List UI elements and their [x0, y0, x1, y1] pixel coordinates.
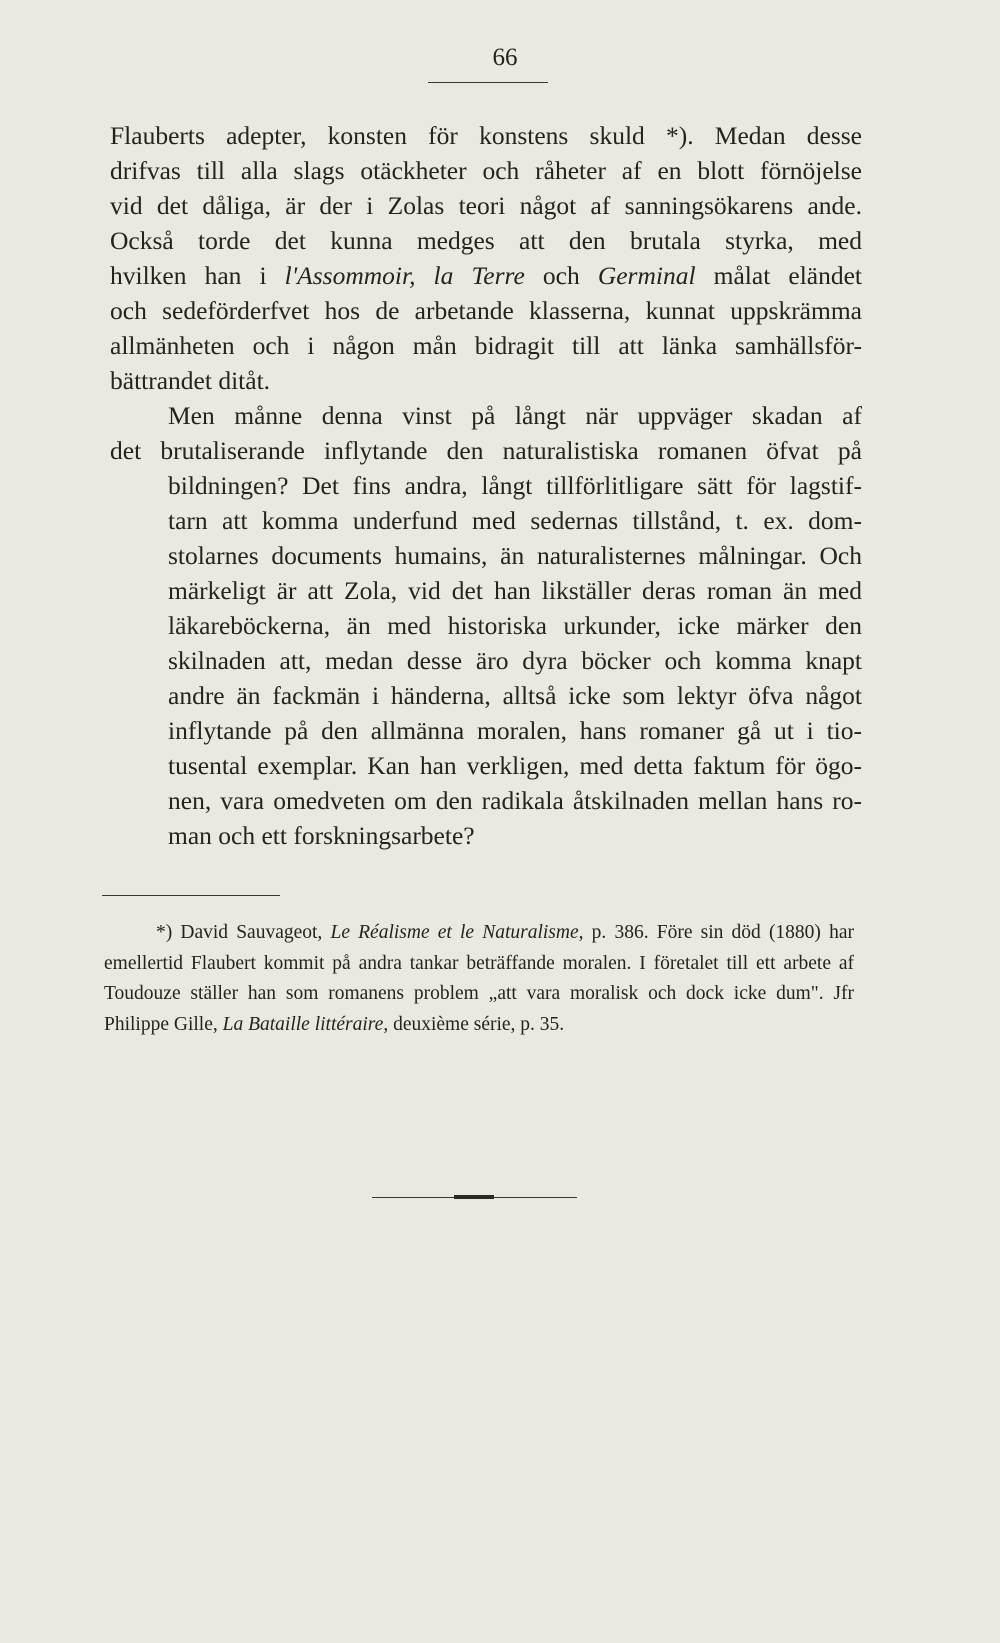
text-line: allmänheten och i någon mån bidragit till att länka samhällsför- [110, 331, 862, 360]
text-segment: målat eländet [695, 261, 862, 290]
end-ornament-rule [372, 1195, 577, 1201]
text-line: vid det dåliga, är der i Zolas teori något af sanningsökarens ande. [110, 191, 862, 220]
paragraph-2 [110, 398, 862, 853]
footnote [104, 918, 854, 1040]
work-title: l'Assommoir, la Terre [284, 261, 525, 290]
text-line: skilnaden att, medan desse äro dyra böcker och komma knapt [168, 646, 862, 675]
text-line: nen, vara omedveten om den radikala åtskilnaden mellan hans ro- [168, 786, 862, 815]
footnote-segment: , p. 386. Före sin död (1880) har emellertid Flaubert kommit på andra tankar beträffande moralen. I företalet till ett arbete af Toudouze ställer han som romanens problem „att vara moralisk och dock icke dum". Jfr Philippe Gille, [104, 922, 854, 1035]
text-line: Men månne denna vinst på långt när uppväger skadan af [168, 401, 862, 430]
footnote-marker: *) David Sauvageot, [156, 922, 331, 943]
paragraph-1 [110, 118, 862, 398]
cited-title: La Bataille littéraire [222, 1013, 384, 1035]
header-rule [428, 82, 548, 83]
text-line: drifvas till alla slags otäckheter och råheter af en blott förnöjelse [110, 156, 862, 185]
cited-title: Le Réalisme et le Naturalisme [330, 922, 579, 943]
text-line: och sedeförderfvet hos de arbetande klasserna, kunnat uppskrämma [110, 296, 862, 325]
text-line: Flauberts adepter, konsten för konstens skuld *). Medan desse [110, 121, 862, 150]
text-segment: och [524, 261, 598, 290]
footnote-text [104, 918, 854, 1040]
text-line: tusental exemplar. Kan han verkligen, med detta faktum för ögo- [168, 751, 862, 780]
text-line: stolarnes documents humains, än naturalisternes målningar. Och [168, 541, 862, 570]
text-line: bättrandet ditåt. [110, 366, 271, 395]
text-line: Också torde det kunna medges att den brutala styrka, med [110, 226, 862, 255]
page-number: 66 [492, 44, 518, 71]
body-text [110, 118, 862, 853]
text-line: märkeligt är att Zola, vid det han likställer deras roman än med [168, 576, 862, 605]
text-line: inflytande på den allmänna moralen, hans romaner gå ut i tio- [168, 716, 862, 745]
work-title: Germinal [597, 261, 696, 290]
text-line: tarn att komma underfund med sedernas tillstånd, t. ex. dom- [168, 506, 862, 535]
text-line: man och ett forskningsarbete? [168, 821, 475, 850]
footnote-segment: , deuxième série, p. 35. [383, 1013, 565, 1035]
text-line: det brutaliserande inflytande den naturalistiska romanen öfvat på [110, 436, 862, 465]
text-segment: hvilken han i [110, 261, 285, 290]
text-line [110, 258, 862, 293]
footnote-rule [102, 895, 280, 896]
text-line: läkareböckerna, än med historiska urkunder, icke märker den [168, 611, 862, 640]
text-line: bildningen? Det fins andra, långt tillförlitligare sätt för lagstif- [168, 471, 862, 500]
text-line: andre än fackmän i händerna, alltså icke som lektyr öfva något [168, 681, 862, 710]
